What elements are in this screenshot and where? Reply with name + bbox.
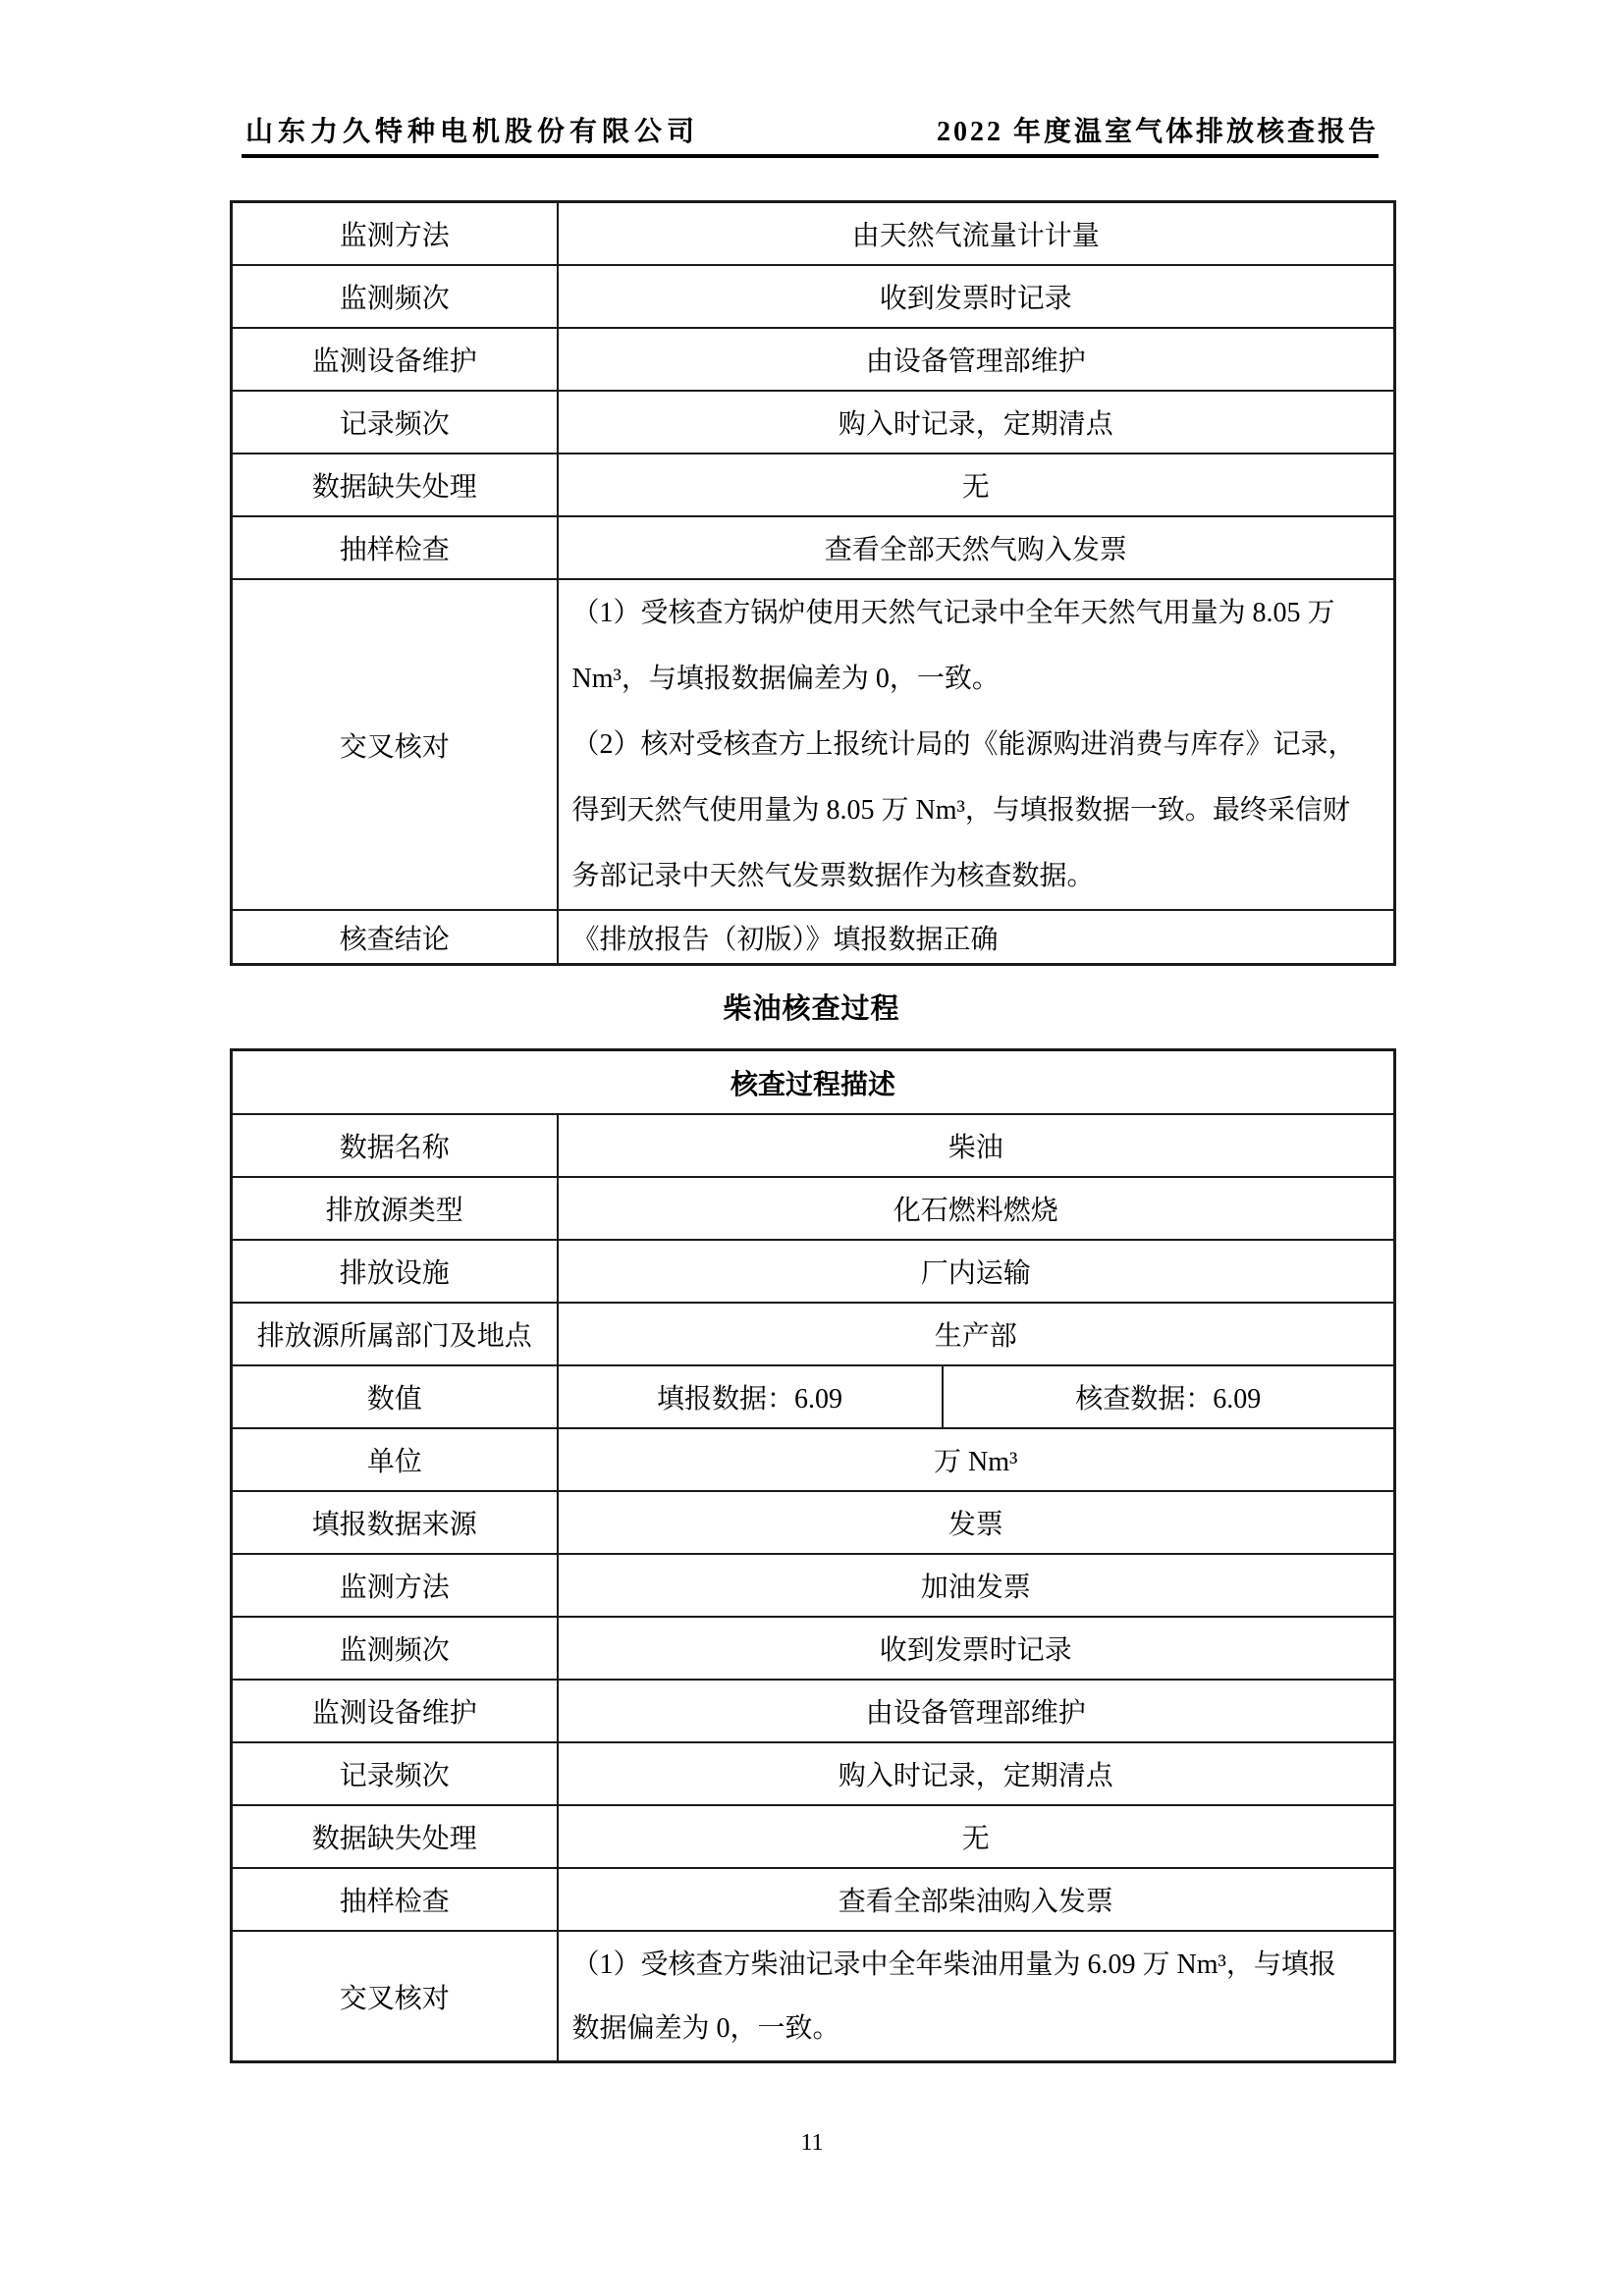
row-label-cell: 记录频次 bbox=[232, 391, 558, 454]
row-value-cell: 查看全部天然气购入发票 bbox=[558, 516, 1395, 579]
row-label-cell: 排放源所属部门及地点 bbox=[232, 1303, 558, 1365]
table-row bbox=[232, 1742, 1395, 1805]
row-value-cell: 购入时记录，定期清点 bbox=[558, 1742, 1395, 1805]
conclusion-row bbox=[232, 910, 1395, 965]
page-number: 11 bbox=[800, 2130, 824, 2156]
diesel-verification-table bbox=[230, 1048, 1396, 2063]
cross-check-line: （1）受核查方柴油记录中全年柴油用量为 6.09 万 Nm³，与填报 bbox=[571, 1949, 1336, 1980]
table-row bbox=[232, 1428, 1395, 1491]
table-header-cell: 核查过程描述 bbox=[232, 1050, 1395, 1115]
row-value-cell: 由设备管理部维护 bbox=[558, 1680, 1395, 1742]
row-label-cell: 单位 bbox=[232, 1428, 558, 1491]
row-value-cell: 无 bbox=[558, 1805, 1395, 1868]
row-label-cell: 数值 bbox=[232, 1365, 558, 1428]
row-label-cell: 排放设施 bbox=[232, 1240, 558, 1303]
cross-check-line: （1）受核查方锅炉使用天然气记录中全年天然气用量为 8.05 万 bbox=[571, 598, 1335, 628]
table-row bbox=[232, 1868, 1395, 1931]
row-label-cell: 抽样检查 bbox=[232, 516, 558, 579]
row-value-cell: 无 bbox=[558, 454, 1395, 516]
cross-check-text-cell bbox=[558, 579, 1395, 910]
cross-check-line: （2）核对受核查方上报统计局的《能源购进消费与库存》记录， bbox=[571, 729, 1356, 760]
section-title-diesel: 柴油核查过程 bbox=[723, 993, 900, 1025]
row-value-cell: 由设备管理部维护 bbox=[558, 328, 1395, 391]
row-label-cell: 排放源类型 bbox=[232, 1177, 558, 1240]
table-header-row bbox=[232, 1050, 1395, 1115]
row-label-cell: 监测频次 bbox=[232, 265, 558, 328]
row-value-cell: 加油发票 bbox=[558, 1554, 1395, 1617]
row-value-cell: 柴油 bbox=[558, 1114, 1395, 1177]
row-value-cell: 厂内运输 bbox=[558, 1240, 1395, 1303]
table-row bbox=[232, 1617, 1395, 1680]
row-label-cell: 记录频次 bbox=[232, 1742, 558, 1805]
cross-check-row bbox=[232, 1931, 1395, 2062]
row-label-cell: 数据缺失处理 bbox=[232, 1805, 558, 1868]
row-value-cell: 由天然气流量计计量 bbox=[558, 202, 1395, 266]
table-row bbox=[232, 1303, 1395, 1365]
table-row bbox=[232, 1680, 1395, 1742]
row-value-cell: 查看全部柴油购入发票 bbox=[558, 1868, 1395, 1931]
table-row bbox=[232, 265, 1395, 328]
conclusion-value-cell: 《排放报告（初版）》填报数据正确 bbox=[558, 910, 1395, 965]
row-label-cell: 监测设备维护 bbox=[232, 1680, 558, 1742]
row-label-cell: 抽样检查 bbox=[232, 1868, 558, 1931]
table-row bbox=[232, 1554, 1395, 1617]
reported-value-cell: 填报数据：6.09 bbox=[558, 1365, 943, 1428]
row-label-cell: 交叉核对 bbox=[232, 579, 558, 910]
cross-check-line: 数据偏差为 0，一致。 bbox=[571, 2012, 840, 2044]
row-label-cell: 数据名称 bbox=[232, 1114, 558, 1177]
cross-check-line: 务部记录中天然气发票数据作为核查数据。 bbox=[571, 861, 1095, 891]
cross-check-row bbox=[232, 579, 1395, 910]
row-value-cell: 生产部 bbox=[558, 1303, 1395, 1365]
row-label-cell: 填报数据来源 bbox=[232, 1491, 558, 1554]
table-row bbox=[232, 202, 1395, 266]
table-row bbox=[232, 328, 1395, 391]
value-row bbox=[232, 1365, 1395, 1428]
verified-value-cell: 核查数据：6.09 bbox=[943, 1365, 1395, 1428]
row-label-cell: 交叉核对 bbox=[232, 1931, 558, 2062]
row-label-cell: 数据缺失处理 bbox=[232, 454, 558, 516]
row-value-cell: 化石燃料燃烧 bbox=[558, 1177, 1395, 1240]
header-company-name: 山东力久特种电机股份有限公司 bbox=[245, 117, 700, 147]
table-row bbox=[232, 1114, 1395, 1177]
header-report-title: 2022 年度温室气体排放核查报告 bbox=[936, 117, 1379, 147]
natural-gas-verification-table bbox=[230, 200, 1396, 966]
row-value-cell: 万 Nm³ bbox=[558, 1428, 1395, 1491]
header-rule bbox=[242, 154, 1379, 158]
row-value-cell: 购入时记录，定期清点 bbox=[558, 391, 1395, 454]
row-label-cell: 监测方法 bbox=[232, 202, 558, 266]
table-row bbox=[232, 1491, 1395, 1554]
table-row bbox=[232, 454, 1395, 516]
cross-check-line: Nm³，与填报数据偏差为 0，一致。 bbox=[571, 664, 1000, 694]
table-row bbox=[232, 391, 1395, 454]
row-value-cell: 收到发票时记录 bbox=[558, 1617, 1395, 1680]
row-label-cell: 监测方法 bbox=[232, 1554, 558, 1617]
table-row bbox=[232, 1805, 1395, 1868]
row-value-cell: 发票 bbox=[558, 1491, 1395, 1554]
cross-check-line: 得到天然气使用量为 8.05 万 Nm³，与填报数据一致。最终采信财 bbox=[571, 795, 1350, 826]
cross-check-text-cell bbox=[558, 1931, 1395, 2062]
row-label-cell: 核查结论 bbox=[232, 910, 558, 965]
table-row bbox=[232, 1177, 1395, 1240]
row-label-cell: 监测设备维护 bbox=[232, 328, 558, 391]
table-row bbox=[232, 516, 1395, 579]
table-row bbox=[232, 1240, 1395, 1303]
row-value-cell: 收到发票时记录 bbox=[558, 265, 1395, 328]
row-label-cell: 监测频次 bbox=[232, 1617, 558, 1680]
